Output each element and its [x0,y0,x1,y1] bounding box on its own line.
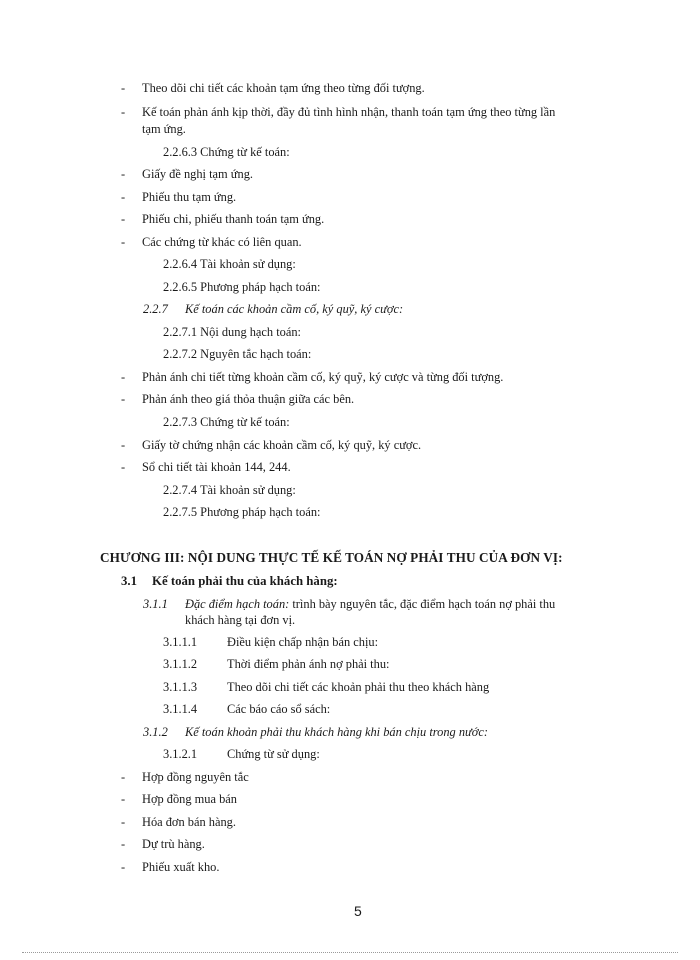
section-3-1-1-rest: trình bày nguyên tắc, đặc điểm hạch toán nợ phải thu [289,597,556,611]
bullet-dash: - [121,212,126,226]
section-3-1-number: 3.1 [121,574,137,588]
bullet-dash: - [121,167,126,181]
item-number: 3.1.1.1 [163,635,198,649]
bullet-dash: - [121,770,126,784]
bullet-dash: - [121,438,126,452]
subheading-2-2-7-2: 2.2.7.2 Nguyên tắc hạch toán: [163,347,312,361]
bullet-text: Các chứng từ khác có liên quan. [142,235,302,249]
item-3-1-1-1 [163,634,378,650]
section-3-1-1-text [185,596,555,612]
item-text: Thời điểm phản ánh nợ phải thu: [227,657,390,671]
chapter-heading: CHƯƠNG III: NỘI DUNG THỰC TẾ KẾ TOÁN NỢ PHẢI THU CỦA ĐƠN VỊ: [100,550,563,565]
section-3-1-2-title: Kế toán khoản phải thu khách hàng khi bán chịu trong nước: [185,725,489,739]
page-number: 5 [354,903,362,919]
section-3-1-1-number: 3.1.1 [143,597,168,611]
bullet-text: Giấy tờ chứng nhận các khoản cầm cố, ký quỹ, ký cược. [142,438,422,452]
subheading-2-2-6-4: 2.2.6.4 Tài khoản sử dụng: [163,257,296,271]
item-3-1-1-2 [163,656,389,672]
section-3-1-1-continuation: khách hàng tại đơn vị. [185,613,296,627]
heading-2-2-7-title: Kế toán các khoản cầm cố, ký quỹ, ký cược: [185,302,404,316]
subheading-2-2-6-5: 2.2.6.5 Phương pháp hạch toán: [163,280,321,294]
item-text: Theo dõi chi tiết các khoản phải thu theo khách hàng [227,680,490,694]
item-text: Chứng từ sử dụng: [227,747,320,761]
section-3-1-1-italic: Đặc điểm hạch toán: [185,597,290,611]
bullet-text: Phản ánh chi tiết từng khoản cầm cố, ký quỹ, ký cược và từng đối tượng. [142,370,504,384]
subheading-2-2-7-3: 2.2.7.3 Chứng từ kế toán: [163,415,290,429]
subheading-2-2-7-5: 2.2.7.5 Phương pháp hạch toán: [163,505,321,519]
bullet-text: Phiếu xuất kho. [142,860,220,874]
bullet-dash: - [121,837,126,851]
item-number: 3.1.1.4 [163,702,198,716]
bullet-text: Phiếu chi, phiếu thanh toán tạm ứng. [142,212,325,226]
bullet-text: Theo dõi chi tiết các khoản tạm ứng theo từng đối tượng. [142,81,425,95]
bullet-text: Kế toán phản ánh kịp thời, đầy đủ tình hình nhận, thanh toán tạm ứng theo từng lần [142,105,556,119]
bullet-text: Phản ánh theo giá thỏa thuận giữa các bên. [142,392,355,406]
page-bottom-divider [22,952,678,953]
item-number: 3.1.1.3 [163,680,198,694]
bullet-dash: - [121,815,126,829]
section-3-1-title: Kế toán phải thu của khách hàng: [152,574,338,588]
bullet-text: Hợp đồng nguyên tắc [142,770,249,784]
bullet-dash: - [121,190,126,204]
bullet-text-continuation: tạm ứng. [142,122,186,136]
bullet-text: Giấy đề nghị tạm ứng. [142,167,253,181]
item-text: Điều kiện chấp nhận bán chịu: [227,635,379,649]
bullet-text: Hóa đơn bán hàng. [142,815,236,829]
bullet-dash: - [121,792,126,806]
bullet-text: Phiếu thu tạm ứng. [142,190,237,204]
subheading-2-2-7-4: 2.2.7.4 Tài khoản sử dụng: [163,483,296,497]
item-number: 3.1.2.1 [163,747,198,761]
bullet-text: Sổ chi tiết tài khoản 144, 244. [142,460,291,474]
bullet-dash: - [121,370,126,384]
bullet-text: Dự trù hàng. [142,837,205,851]
bullet-dash: - [121,392,126,406]
item-3-1-2-1 [163,746,320,762]
item-3-1-1-3 [163,679,489,695]
subheading-2-2-6-3: 2.2.6.3 Chứng từ kế toán: [163,145,290,159]
bullet-text: Hợp đồng mua bán [142,792,237,806]
section-3-1-2-number: 3.1.2 [143,725,168,739]
item-3-1-1-4 [163,701,330,717]
subheading-2-2-7-1: 2.2.7.1 Nội dung hạch toán: [163,325,301,339]
bullet-dash: - [121,81,126,95]
bullet-dash: - [121,460,126,474]
heading-2-2-7-number: 2.2.7 [143,302,168,316]
bullet-dash: - [121,105,126,119]
item-text: Các báo cáo sổ sách: [227,702,331,716]
bullet-dash: - [121,235,126,249]
bullet-dash: - [121,860,126,874]
item-number: 3.1.1.2 [163,657,198,671]
